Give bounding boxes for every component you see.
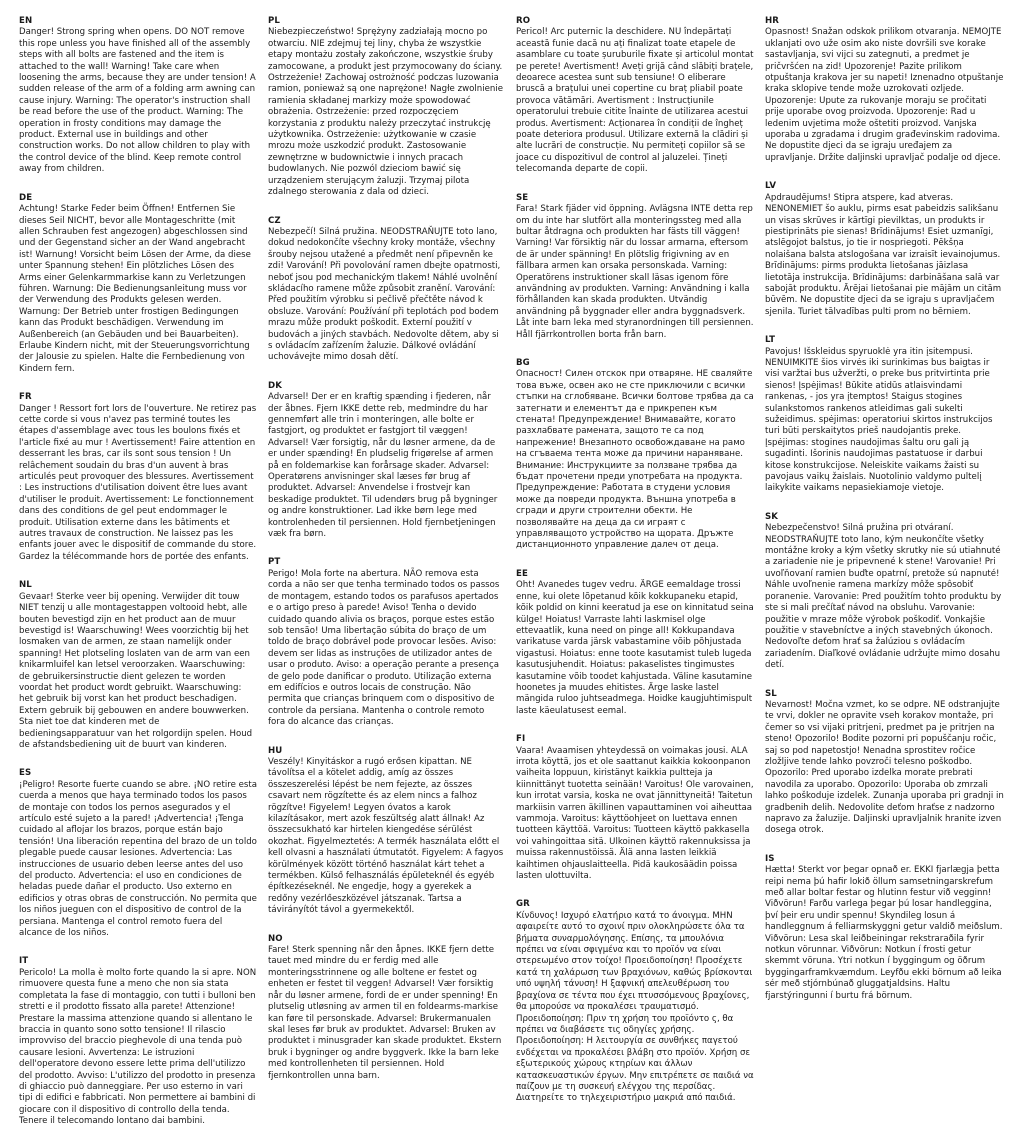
section-is — [765, 854, 1005, 1002]
language-code: SE — [516, 192, 529, 203]
warning-text: Hætta! Sterkt vor þegar opnað er. EKKI fjarlægja þetta reipi nema þú hafir lokið öllum samsetningarskrefum með allar boltar festar og hlutinn festur við vegginn! Viðvörun! Farðu varlega þegar þú losar handleggina, því þeir eru undir spennu! Skyndileg losun á handleggnum á felliarmskyggni getur valdið meiðslum. Viðvörun: Lesa skal leiðbeiningar rekstraraðila fyrir notkun vörunnar. Viðvörun: Notkun í frosti getur skemmt vöruna. Ytri notkun í byggingum og öðrum byggingarframkvæmdum. Leyfðu ekki börnum að leika sér með stjórnbúnað gluggatjaldsins. Haltu fjarstýringunni í burtu frá börnum. — [765, 865, 1003, 1001]
warning-text: Fara! Stark fjäder vid öppning. Avlägsna INTE detta rep om du inte har slutfört alla monteringssteg med alla bultar åtdragna och produkten har fästs till väggen! Varning! Var försiktig när du lossar armarna, eftersom de är under spänning! En plötslig frigivning av en fällbara armen kan orsaka personskada. Varning: Operatörens instruktioner skall läsas igenom före användning av produkten. Varning: Användning i kalla förhållanden kan skada produkten. Utvändig användning på byggnader eller andra byggnadsverk. Låt inte barn leka med styranordningen till persiennen. Håll fjärrkontrollen borta från barn. — [516, 204, 754, 340]
column-3 — [516, 16, 754, 1122]
section-cz — [268, 216, 504, 364]
section-de — [19, 193, 257, 376]
language-code: GR — [516, 899, 530, 910]
language-code: IT — [19, 956, 29, 967]
column-2 — [268, 16, 504, 1099]
language-code: LV — [765, 181, 777, 192]
language-code: CZ — [268, 215, 281, 226]
warning-text: ¡Peligro! Resorte fuerte cuando se abre. ¡NO retire esta cuerda a menos que haya terminado todos los pasos de montaje con todos los pernos asegurados y el artículo esté sujeto a la pared! ¡Advertencia! ¡Tenga cuidado al aflojar los brazos, porque están bajo tensión! Una liberación repentina del brazo de un toldo plegable puede causar lesiones. Advertencia: Las instrucciones de usuario deben leerse antes del uso del producto. Advertencia: el uso en condiciones de heladas puede dañar el producto. Uso externo en edificios y otras obras de construcción. No permita que los niños jueguen con el dispositivo de control de la persiana. Mantenga el control remoto fuera del alcance de los niños. — [19, 779, 257, 939]
language-code: EN — [19, 16, 33, 26]
section-lt — [765, 335, 1005, 495]
section-lv — [765, 181, 1005, 318]
section-fi — [516, 734, 754, 882]
language-code: FR — [19, 392, 32, 403]
language-code: PL — [268, 16, 280, 26]
section-gr — [516, 899, 754, 1104]
language-code: DK — [268, 380, 282, 391]
language-code: NO — [268, 933, 283, 944]
language-code: NL — [19, 580, 32, 591]
language-code: BG — [516, 357, 530, 368]
warning-text: Apdraudējums! Stipra atspere, kad atveras. NENONEMIET šo auklu, pirms esat pabeidzis salikšanu un visas skrūves ir kārtīgi pievilktas, un produkts ir piestiprināts pie sienas! Brīdinājums! Esiet uzmanīgi, atslēgojot balstus, jo tie ir nospriegoti. Pēkšņa nolaišana balsta atslogošana var izraisīt ievainojumus. Brīdinājums: pirms produkta lietošanas jāizlasa lietotāja instrukcija. Brīdinājums: darbināšana salā var sabojāt produktu. Ārējai lietošanai pie mājām un citām būvēm. Ne dopustite djeci da se igraju s upravljačem sjenila. Turiet tālvadības pulti prom no bērniem. — [765, 192, 1002, 317]
warning-text: Nebezpečí! Silná pružina. NEODSTRAŇUJTE toto lano, dokud nedokončíte všechny kroky montáže, všechny šrouby nejsou utažené a předmět není připevněn ke zdi! Varování! Při povolování ramen dbejte opatrnosti, neboť jsou pod mechanickým tlakem! Náhlé uvolnění skládacího ramene může způsobit zranění. Varování: Před použitím výrobku si pečlivě přečtěte návod k obsluze. Varování: Používání při teplotách pod bodem mrazu může produkt poškodit. Externí použití v budovách a jiných stavbách. Nedovolte dětem, aby si s ovládacím zařízením žaluzie. Dálkové ovládání uchovávejte mimo dosah dětí. — [268, 226, 501, 363]
language-code: EE — [516, 568, 528, 579]
language-code: SL — [765, 688, 777, 699]
warning-text: Κίνδυνος! Ισχυρό ελατήριο κατά το άνοιγμα. ΜΗΝ αφαιρείτε αυτό το σχοινί πριν ολοκληρώσετε όλα τα βήματα συναρμολόγησης. Επίσης, τα μπουλόνια πρέπει να είναι σφιγμένα και το προϊόν να είναι στερεωμένο στον τοίχο! Προειδοποίηση! Προσέχετε κατά τη χαλάρωση των βραχιόνων, καθώς βρίσκονται υπό υψηλή τάνυση! Η ξαφνική απελευθέρωση του βραχίονα σε τέντα που έχει πτυσσόμενους βραχίονες, θα μπορούσε να προκαλέσει τραυματισμό. Προειδοποίηση: Πριν τη χρήση του προϊόντο ς, θα πρέπει να διαβάσετε τις οδηγίες χρήσης. Προειδοποίηση: Η λειτουργία σε συνθήκες παγετού ενδέχεται να προκαλέσει βλάβη στο προϊόν. Χρήση σε εξωτερικούς χώρους κτηρίων και άλλων κατασκευαστικών έργων. Μην επιτρέπετε σε παιδιά να παίζουν με τη συσκευή ελέγχου της περσίδας. Διατηρείτε το τηλεχειριστήριο μακριά από παιδιά. — [516, 910, 754, 1104]
language-code: DE — [19, 192, 33, 203]
language-code: PT — [268, 557, 281, 568]
section-ee — [516, 569, 754, 717]
language-code: HU — [268, 745, 283, 756]
section-pl — [268, 16, 504, 199]
warning-text: Gevaar! Sterke veer bij opening. Verwijder dit touw NIET tenzij u alle montagestappen voltooid hebt, alle bouten bevestigd zijn en het product aan de muur bevestigd is! Waarschuwing! Wees voorzichtig bij het losmaken van de armen, ze staan namelijk onder spanning! Het plotseling loslaten van de arm van een knikarmluifel kan letsel veroorzaken. Waarschuwing: de gebruikersinstructie dient gelezen te worden voordat het product wordt gebruikt. Waarschuwing: het gebruik bij vorst kan het product beschadigen. Extern gebruik bij gebouwen en andere bouwwerken. Sta niet toe dat kinderen met de bedieningsapparatuur van het rolgordijn spelen. Houd de afstandsbediening uit de buurt van kinderen. — [19, 591, 253, 750]
language-code: FI — [516, 734, 526, 745]
language-code: RO — [516, 16, 531, 26]
section-hu — [268, 746, 504, 917]
section-no — [268, 934, 504, 1082]
warning-text: Danger! Strong spring when opens. DO NOT remove this rope unless you have finished all of the assembly steps with all bolts are fastened and the item is attached to the wall! Warning! Take care when loosening the arms, because they are under tension! A sudden release of the arm of a folding arm awning can cause injury. Warning: The operator's instruction shall be read before the use of the product. Warning: The operation in frosty conditions may damage the product. External use in buildings and other construction works. Do not allow children to play with the control device of the blind. Keep remote control away from children. — [19, 27, 256, 175]
section-sk — [765, 512, 1005, 672]
section-pt — [268, 557, 504, 728]
language-code: SK — [765, 511, 779, 522]
section-dk — [268, 381, 504, 541]
section-es — [19, 768, 257, 939]
section-nl — [19, 580, 257, 751]
language-code: IS — [765, 853, 775, 864]
warning-text: Fare! Sterk spenning når den åpnes. IKKE fjern dette tauet med mindre du er ferdig med alle monteringsstrinnene og alle boltene er festet og enheten er festet til veggen! Advarsel! Vær forsiktig når du løsner armene, fordi de er under spenning! En plutselig utløsning av armen til en foldearms-markise kan føre til personskade. Advarsel: Brukermanualen skal leses før bruk av produktet. Advarsel: Bruken av produktet i minusgrader kan skade produktet. Ekstern bruk i bygninger og andre byggverk. Ikke la barn leke med kontrollenheten til persiennen. Hold fjernkontrollen unna barn. — [268, 945, 502, 1081]
warning-text: Опасност! Силен отскок при отваряне. НЕ сваляйте това въже, освен ако не сте приключили с всички стъпки на сглобяване. Всички болтове трябва да са затегнати и елементът да е прикрепен към стената! Предупреждение! Внимавайте, когато разхлабвате рамената, защото те са под напрежение! Внезапното освобождаване на рамо на сгъваема тента може да причини нараняване. Внимание: Инструкциите за ползване трябва да бъдат прочетени преди употребата на продукта. Предупреждение: Работата в студени условия може да повреди продукта. Външна употреба в сгради и други строителни обекти. Не позволявайте на деца да си играят с управляващото устройство на щората. Дръжте дистанционното управление далеч от деца. — [516, 369, 754, 551]
warning-text: Pericolo! La molla è molto forte quando la si apre. NON rimuovere questa fune a meno che non sia stata completata la fase di montaggio, con tutti i bulloni ben stretti e il prodotto fissato alla parete! Attenzione! Prestare la massima attenzione quando si allentano le braccia in quanto sono sotto tensione! Il rilascio improvviso del braccio pieghevole di una tenda può causare lesioni. Avvertenza: Le istruzioni dell'operatore devono essere lette prima dell'utilizzo del prodotto. Avviso: L'utilizzo del prodotto in presenza di ghiaccio può danneggiare. Per uso esterno in vari tipi di edifici e fabbricati. Non permettere ai bambini di giocare con il dispositivo di controllo della tenda. Tenere il telecomando lontano dai bambini. — [19, 967, 257, 1127]
section-en — [19, 16, 257, 176]
language-code: ES — [19, 768, 32, 779]
column-4 — [765, 16, 1005, 1019]
warning-text: Nevarnost! Močna vzmet, ko se odpre. NE odstranjujte te vrvi, dokler ne opravite vseh korakov montaže, pri čemer so vsi vijaki pritrjeni, predmet pa je pritrjen na steno! Opozorilo! Bodite pozorni pri popuščanju ročic, saj so pod napetostjo! Nenadna sprostitev ročice zložljive tende lahko povzroči telesno poškodbo. Opozorilo: Pred uporabo izdelka morate prebrati navodila za uporabo. Opozorilo: Uporaba ob zmrzali lahko poškoduje izdelek. Zunanja uporaba pri gradnji in gradbenih delih. Nedovolite deťom hraťse z nadzorno napravo za žaluzije. Daljinski upravljalnik hranite izven dosega otrok. — [765, 699, 1004, 836]
warning-text: Opasnost! Snažan odskok prilikom otvaranja. NEMOJTE uklanjati ovo uže osim ako niste dovršili sve korake sastavljanja, svi vijci su zategnuti, a predmet je pričvršćen na zid! Upozorenje! Pazite prilikom otpuštanja krakova jer su napeti! Iznenadno otpuštanje kraka sklopive tende može uzrokovati ozljede. Upozorenje: Upute za rukovanje moraju se pročitati prije uporabe ovog proizvoda. Upozorenje: Rad u ledenim uvjetima može oštetiti proizvod. Vanjska uporaba u zgradama i drugim građevinskim radovima. Ne dopustite djeci da se igraju uređajem za upravljanje. Držite daljinski upravljač podalje od djece. — [765, 27, 1004, 163]
section-hr — [765, 16, 1005, 164]
warning-text: Achtung! Starke Feder beim Öffnen! Entfernen Sie dieses Seil NICHT, bevor alle Montageschritte (mit allen Schrauben fest angezogen) abgeschlossen sind und der Gegenstand sicher an der Wand angebracht ist! Warnung! Vorsicht beim Lösen der Arme, da diese unter Spannung stehen! Ein plötzliches Lösen des Arms einer Gelenkarmmarkise kann zu Verletzungen führen. Warnung: Die Bedienungsanleitung muss vor der Verwendung des Produkts gelesen werden. Warnung: Der Betrieb unter frostigen Bedingungen kann das Produkt beschädigen. Verwendung im Außenbereich (an Gebäuden und bei Bauarbeiten). Erlaube Kindern nicht, mit der Steuerungsvorrichtung der Jalousie zu spielen. Halte die Fernbedienung von Kindern fern. — [19, 204, 251, 374]
warning-text: Advarsel! Der er en kraftig spænding i fjederen, når der åbnes. Fjern IKKE dette reb, medmindre du har gennemført alle trin i monteringen, alle bolte er fastgjort, og produktet er fastgjort til væggen! Advarsel! Vær forsigtig, når du løsner armene, da de er under spænding! En pludselig frigørelse af armen på en foldemarkise kan forårsage skader. Advarsel: Operatørens anvisninger skal læses før brug af produktet. Advarsel: Anvendelse i frostvejr kan beskadige produktet. Til udendørs brug på bygninger og andre konstruktioner. Lad ikke børn lege med kontrolenheden til persiennen. Hold fjernbetjeningen væk fra børn. — [268, 392, 498, 540]
language-code: LT — [765, 335, 776, 346]
warning-text: Veszély! Kinyitáskor a rugó erősen kipattan. NE távolítsa el a kötelet addig, amíg az összes összeszerelési lépést be nem fejezte, az összes csavart nem rögzítette és az elem nincs a falhoz rögzítve! Figyelem! Legyen óvatos a karok kilazításakor, mert azok feszültség alatt állnak! Az összecsukható kar hirtelen kiengedése sérülést okozhat. Figyelmeztetés: A termék használata előtt el kell olvasni a használati útmutatót. Figyelem: A fagyos körülmények között történő használat kárt tehet a termékben. Külső felhasználás épületeknél és egyéb építkezéseknél. Ne engedje, hogy a gyerekek a redőny vezérlőeszközével játszanak. Tartsa a távirányítót távol a gyermekektől. — [268, 756, 504, 916]
section-sl — [765, 689, 1005, 837]
warning-text: Pavojus! Išskleidus spyruoklė yra itin įsitempusi. NENUIMKITE šios virvės iki surinkimas bus baigtas ir visi varžtai bus užveržti, o preke bus pritvirtinta prie sienos! Įspėjimas! Būkite atidūs atlaisvindami rankenas, - jos yra įtemptos! Staigus stogines sulankstomos rankenos atleidimas gali sukelti sužeidimus. spėjimas: operatoriui skirtos instrukcijos turi būti perskaitytos prieš naudojantis preke. Įspėjimas: stogines naudojimas šaltu oru gali ją sugadinti. Išorinis naudojimas pastatuose ir darbui kitose konstrukcijose. Neleiskite vaikams žaisti su pavojaus vaikų žaislais. Nuotolinio valdymo pultelį laikykite vaikams nepasiekiamoje vietoje. — [765, 346, 993, 494]
section-se — [516, 193, 754, 341]
warning-text: Nebezpečenstvo! Silná pružina pri otváraní. NEODSTRAŇUJTE toto lano, kým neukončíte všetky montážne kroky a kým všetky skrutky nie sú utiahnuté a zariadenie nie je pripevnené k stene! Varovanie! Pri uvoľňovaní ramien buďte opatrní, pretože sú napnuté! Náhle uvoľnenie ramena markízy môže spôsobiť poranenie. Varovanie: Pred použitím tohto produktu by ste si mali prečítať návod na obsluhu. Varovanie: použitie v mraze môže výrobok poškodiť. Vonkajšie použitie v stavebníctve a iných stavebných úkonoch. Nedovoľte deťom hrať sa žalúziou s ovládacím zariadením. Diaľkové ovládanie udržujte mimo dosahu detí. — [765, 523, 1002, 671]
section-fr — [19, 392, 257, 563]
column-1 — [19, 16, 257, 1145]
warning-text: Vaara! Avaamisen yhteydessä on voimakas jousi. ALA irrota köyttä, jos et ole saattanut kaikkia kokoonpanon vaiheita loppuun, kiristänyt kaikkia pultteja ja kiinnittänyt tuotetta seinään! Varoitus! Ole varovainen, kun irrotat varsia, koska ne ovat jännittyneitä! Taitetun markiisin varren äkillinen vapauttaminen voi aiheuttaa vammoja. Varoitus: käyttöohjeet on luettava ennen tuotteen käyttöä. Varoitus: Tuotteen käyttö pakkasella voi vahingoittaa sitä. Ulkoinen käyttö rakennuksissa ja muissa rakennustöissä. Älä anna lasten leikkiä kaihtimen ohjauslaitteella. Pidä kaukosäädin poissa lasten ulottuvilta. — [516, 745, 754, 882]
language-code: HR — [765, 16, 780, 26]
section-it — [19, 956, 257, 1127]
section-ro — [516, 16, 754, 176]
warning-text: Niebezpieczeństwo! Sprężyny zadziałają mocno po otwarciu. NIE zdejmuj tej liny, chyba że wszystkie etapy montażu zostały zakończone, wszystkie śruby zamocowane, a produkt jest przymocowany do ściany. Ostrzeżenie! Zachowaj ostrożność podczas luzowania ramion, ponieważ są one naprężone! Nagłe zwolnienie ramienia składanej markizy może spowodować obrażenia. Ostrzeżenie: przed rozpoczęciem korzystania z produktu należy przeczytać instrukcję użytkownika. Ostrzeżenie: użytkowanie w czasie mrozu może uszkodzić produkt. Zastosowanie zewnętrzne w budownictwie i innych pracach budowlanych. Nie pozwól dzieciom bawić się urządzeniem sterującym żaluzji. Trzymaj pilota zdalnego sterowania z dala od dzieci. — [268, 27, 504, 198]
warning-text: Oht! Avanedes tugev vedru. ÄRGE eemaldage trossi enne, kui olete lõpetanud kõik kokkupaneku etapid, kõik poldid on kinni keeratud ja ese on kinnitatud seina külge! Hoiatus! Varraste lahti laskmisel olge ettevaatlik, kuna need on pinge all! Kokkupandava varikatuse varda järsk vabastamine võib põhjustada vigastusi. Hoiatus: enne toote kasutamist tuleb lugeda kasutusjuhendit. Hoiatus: pakaselistes tingimustes kasutamine võib toodet kahjustada. Väline kasutamine hoonetes ja muudes ehitistes. Ärge laske lastel mängida ruloo juhtseadmega. Hoidke kaugjuhtimispult laste käeulatusest eemal. — [516, 580, 754, 716]
warning-text: Danger ! Ressort fort lors de l'ouverture. Ne retirez pas cette corde si vous n'avez pas terminé toutes les étapes d'assemblage avec tous les boulons fixés et l'article fixé au mur ! Avertissement! Faire attention en desserrant les bras, car ils sont sous tension ! Un relâchement soudain du bras d'un auvent à bras articulés peut provoquer des blessures. Avertissement : Les instructions d'utilisation doivent être lues avant d'utiliser le produit. Avertissement: Le fonctionnement dans des conditions de gel peut endommager le produit. Utilisation externe dans les bâtiments et autres travaux de construction. Ne laissez pas les enfants jouer avec le dispositif de commande du store. Gardez la télécommande hors de portée des enfants. — [19, 403, 257, 562]
warning-text: Perigo! Mola forte na abertura. NÃO remova esta corda a não ser que tenha terminado todos os passos de montagem, estando todos os parafusos apertados e o artigo preso à parede! Aviso! Tenha o devido cuidado quando alivia os braços, porque estes estão sob tensão! Uma libertação súbita do braço de um toldo de braço dobrável pode provocar lesões. Aviso: devem ser lidas as instruções de utilizador antes de usar o produto. Aviso: a operação perante a presença de gelo pode danificar o produto. Utilização externa em edifícios e outros locais de construção. Não permita que crianças brinquem com o dispositivo de controle da persiana. Mantenha o controle remoto fora do alcance das crianças. — [268, 568, 500, 728]
warning-text: Pericol! Arc puternic la deschidere. NU îndepărtați această funie dacă nu ați finalizat toate etapele de asamblare cu toate șuruburile fixate și articolul montat pe perete! Avertisment! Aveți grijă când slăbiți brațele, deoarece acestea sunt sub tensiune! O eliberare bruscă a brațului unei copertine cu braț pliabil poate provoca vătămări. Avertisment : Instrucțiunile operatorului trebuie citite înainte de utilizarea acestui produs. Avertisment: Acționarea în condiții de îngheț poate deteriora produsul. Utilizare externă la clădiri și alte lucrări de construcție. Nu permiteți copiilor să se joace cu dispozitivul de control al jaluzelei. Țineți telecomanda departe de copii. — [516, 27, 754, 175]
section-bg — [516, 358, 754, 552]
